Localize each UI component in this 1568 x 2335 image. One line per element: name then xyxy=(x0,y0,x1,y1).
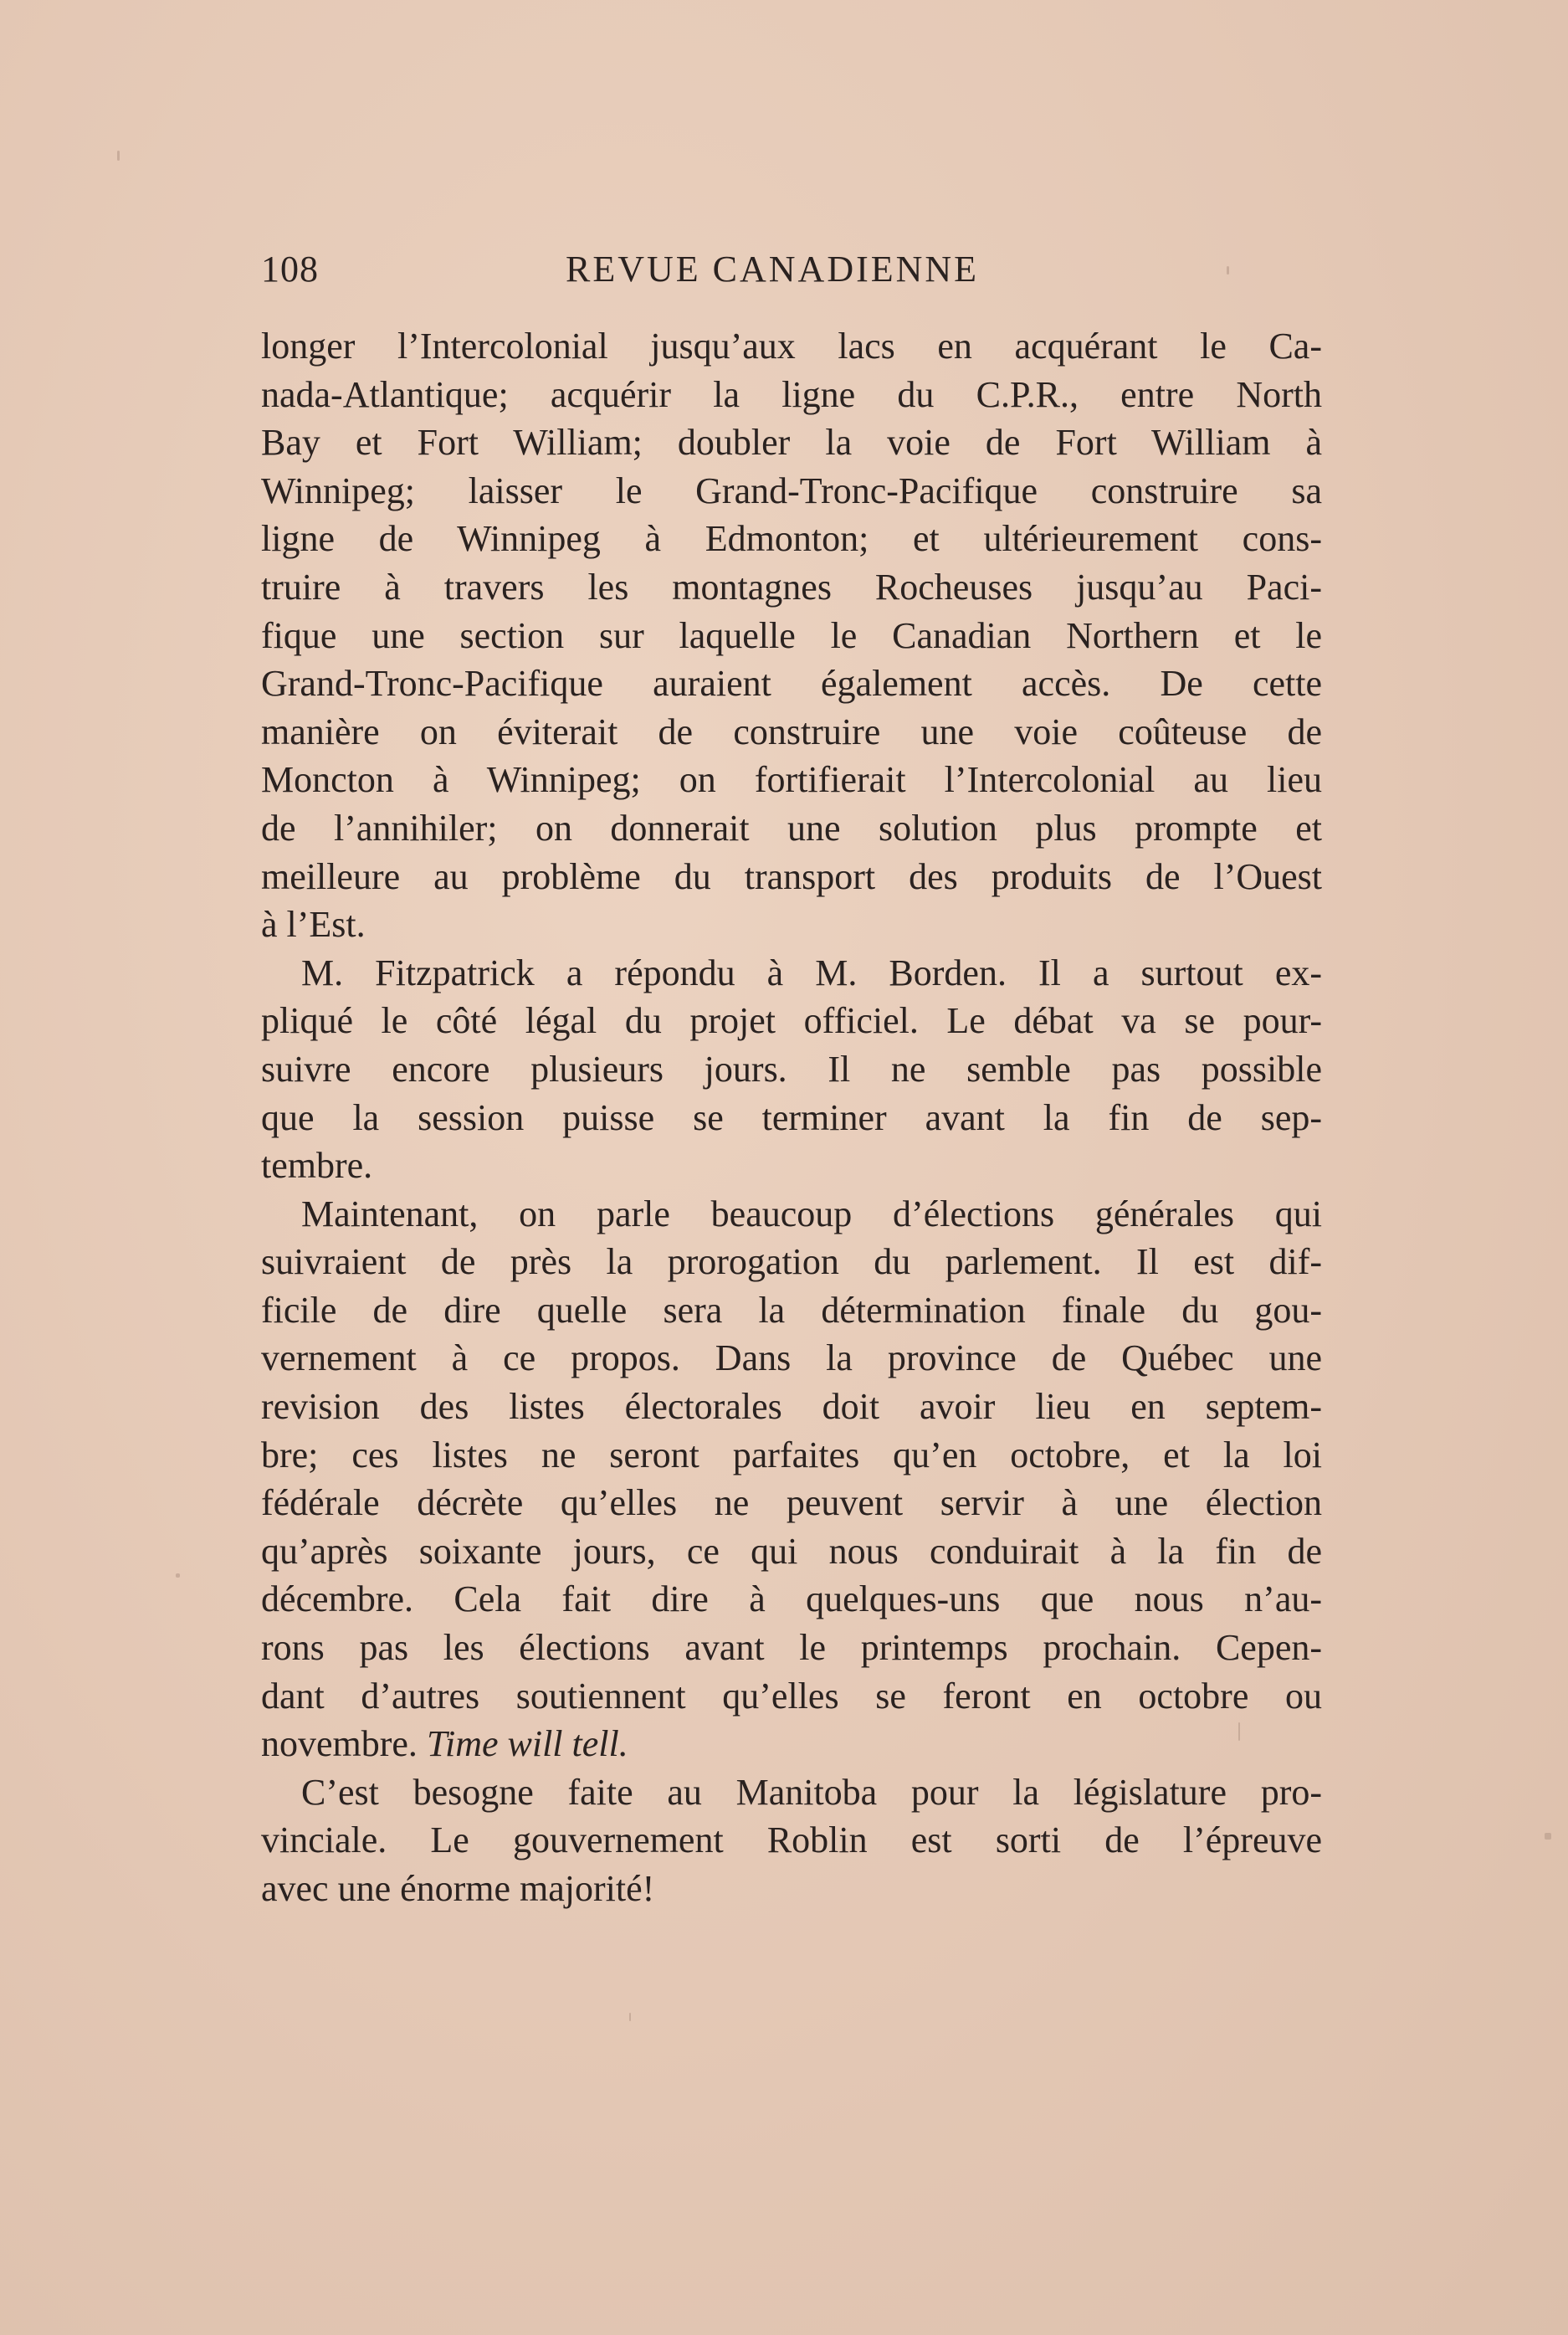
paper-speck xyxy=(1545,1833,1551,1840)
text-segment: novembre. xyxy=(261,1723,427,1765)
text-line: suivre encore plusieurs jours. Il ne semble pas possible xyxy=(261,1048,1322,1090)
text-line: Grand-Tronc-Pacifique auraient également accès. De cette xyxy=(261,663,1322,705)
text-line: que la session puisse se terminer avant la fin de sep- xyxy=(261,1096,1322,1138)
paper-speck xyxy=(117,151,120,161)
text-line: revision des listes électorales doit avoir lieu en septem- xyxy=(261,1386,1322,1428)
text-line: Moncton à Winnipeg; on fortifierait l’Intercolonial au lieu xyxy=(261,759,1322,801)
text-line: avec une énorme majorité! xyxy=(261,1868,655,1909)
italic-phrase: Time will tell. xyxy=(426,1723,628,1765)
paper-speck xyxy=(176,1573,180,1578)
text-line: de l’annihiler; on donnerait une solution plus prompte et xyxy=(261,807,1322,849)
paper-speck xyxy=(629,2013,631,2021)
text-line: vinciale. Le gouvernement Roblin est sorti de l’épreuve xyxy=(261,1819,1322,1861)
text-line: fique une section sur laquelle le Canadian Northern et le xyxy=(261,614,1322,656)
text-line: suivraient de près la prorogation du parlement. Il est dif- xyxy=(261,1241,1322,1283)
text-line: manière on éviterait de construire une voie coûteuse de xyxy=(261,711,1322,752)
text-line: qu’après soixante jours, ce qui nous conduirait à la fin de xyxy=(261,1530,1322,1572)
paper-speck xyxy=(1238,1722,1240,1741)
running-head xyxy=(261,248,1322,298)
text-line: Bay et Fort William; doubler la voie de Fort William à xyxy=(261,422,1322,464)
journal-title: REVUE CANADIENNE xyxy=(566,249,980,290)
text-line: vernement à ce propos. Dans la province de Québec une xyxy=(261,1337,1322,1379)
text-line xyxy=(261,1720,1322,1768)
text-line: ficile de dire quelle sera la détermination finale du gou- xyxy=(261,1289,1322,1331)
text-line: tembre. xyxy=(261,1145,373,1187)
text-line: ligne de Winnipeg à Edmonton; et ultérieurement cons- xyxy=(261,518,1322,560)
text-line: meilleure au problème du transport des produits de l’Ouest xyxy=(261,855,1322,897)
text-line: longer l’Intercolonial jusqu’aux lacs en acquérant le Ca- xyxy=(261,326,1322,367)
text-line: C’est besogne faite au Manitoba pour la législature pro- xyxy=(301,1771,1322,1813)
page-number: 108 xyxy=(261,249,319,290)
text-line: bre; ces listes ne seront parfaites qu’en octobre, et la loi xyxy=(261,1434,1322,1475)
text-line: décembre. Cela fait dire à quelques-uns que nous n’au- xyxy=(261,1578,1322,1620)
text-line: pliqué le côté légal du projet officiel. Le débat va se pour- xyxy=(261,1000,1322,1042)
text-line: M. Fitzpatrick a répondu à M. Borden. Il a surtout ex- xyxy=(301,952,1322,993)
text-line: nada-Atlantique; acquérir la ligne du C.P.R., entre North xyxy=(261,373,1322,415)
paper-speck xyxy=(1227,266,1229,275)
text-line: Winnipeg; laisser le Grand-Tronc-Pacifique construire sa xyxy=(261,470,1322,511)
text-line: à l’Est. xyxy=(261,904,366,946)
text-line: fédérale décrète qu’elles ne peuvent servir à une élection xyxy=(261,1482,1322,1524)
text-line: rons pas les élections avant le printemps prochain. Cepen- xyxy=(261,1627,1322,1669)
article-text xyxy=(261,322,1322,1913)
text-line: Maintenant, on parle beaucoup d’élections générales qui xyxy=(301,1193,1322,1234)
text-line: truire à travers les montagnes Rocheuses jusqu’au Paci- xyxy=(261,566,1322,608)
text-line: dant d’autres soutiennent qu’elles se feront en octobre ou xyxy=(261,1675,1322,1717)
